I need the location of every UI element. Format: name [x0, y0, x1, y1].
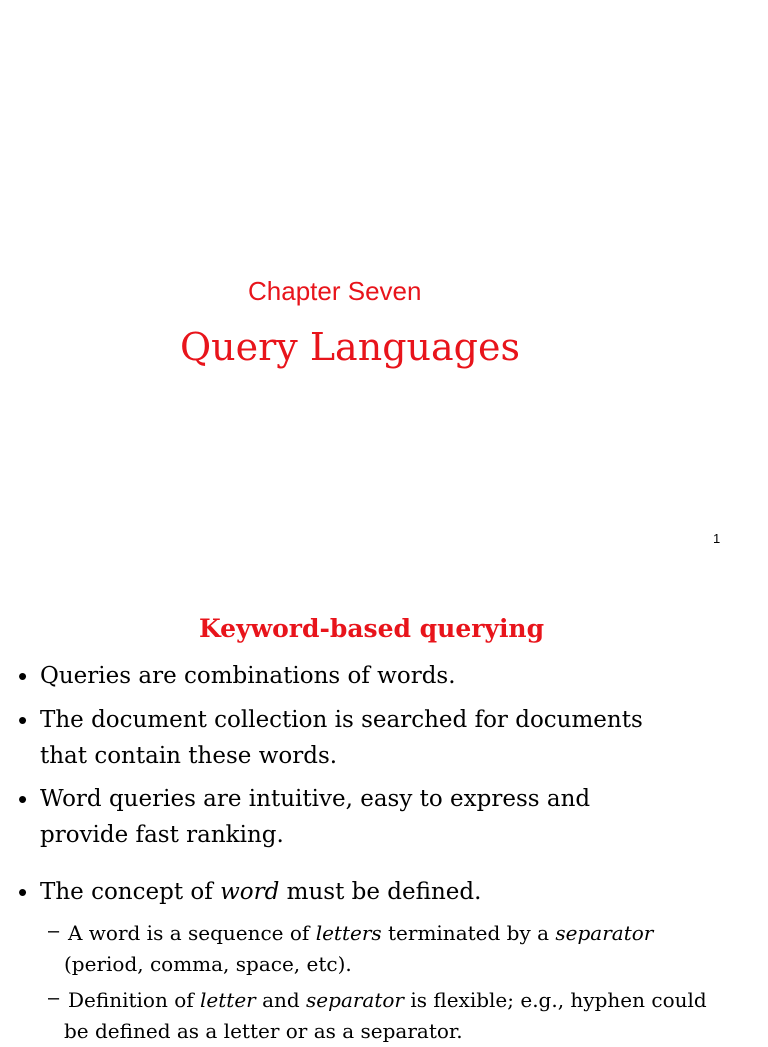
bullet-text: that contain these words. — [40, 743, 338, 769]
bullet-item — [0, 658, 768, 694]
bullet-item — [0, 702, 768, 774]
sub-bullet-text — [68, 918, 653, 949]
bullet-item — [0, 781, 768, 853]
chapter-label: Chapter Seven — [248, 276, 422, 306]
sub-bullet-item — [0, 918, 768, 980]
chapter-title: Query Languages — [180, 325, 520, 369]
sub-bullet-text: be defined as a letter or as a separator. — [64, 1019, 463, 1043]
dash-icon: – — [48, 987, 60, 1009]
bullet-text-tail: must be defined. — [279, 879, 482, 905]
sub-bullet-text-part: terminated by a — [381, 921, 556, 945]
slide-heading: Keyword-based querying — [199, 614, 545, 643]
sub-bullet-text-part: Definition of — [68, 988, 201, 1012]
bullet-text: provide fast ranking. — [40, 822, 284, 848]
bullet-dot-icon: • — [18, 784, 28, 814]
bullet-text: The document collection is searched for documents — [40, 707, 643, 733]
bullet-text-emphasis: word — [220, 879, 280, 905]
sub-bullet-text — [68, 985, 707, 1016]
sub-bullet-text-part: and — [255, 988, 307, 1012]
dash-icon: – — [48, 920, 60, 942]
sub-bullet-emphasis: separator — [555, 921, 654, 945]
bullet-text — [40, 874, 481, 910]
bullet-text: Word queries are intuitive, easy to express and — [40, 786, 591, 812]
sub-bullet-emphasis: letters — [315, 921, 382, 945]
sub-bullet-text: (period, comma, space, etc). — [64, 952, 352, 976]
sub-bullet-item — [0, 985, 768, 1047]
bullet-item — [0, 874, 768, 910]
sub-bullet-text-part: is flexible; e.g., hyphen could — [404, 988, 707, 1012]
sub-bullet-emphasis: separator — [306, 988, 404, 1012]
bullet-text-lead: The concept of — [40, 879, 221, 905]
bullet-dot-icon: • — [18, 661, 28, 691]
bullet-text: Queries are combinations of words. — [40, 663, 456, 689]
bullet-dot-icon: • — [18, 705, 28, 735]
sub-bullet-emphasis: letter — [200, 988, 256, 1012]
sub-bullet-text-part: A word is a sequence of — [68, 921, 316, 945]
bullet-dot-icon: • — [18, 877, 28, 907]
page-number: 1 — [713, 531, 721, 546]
